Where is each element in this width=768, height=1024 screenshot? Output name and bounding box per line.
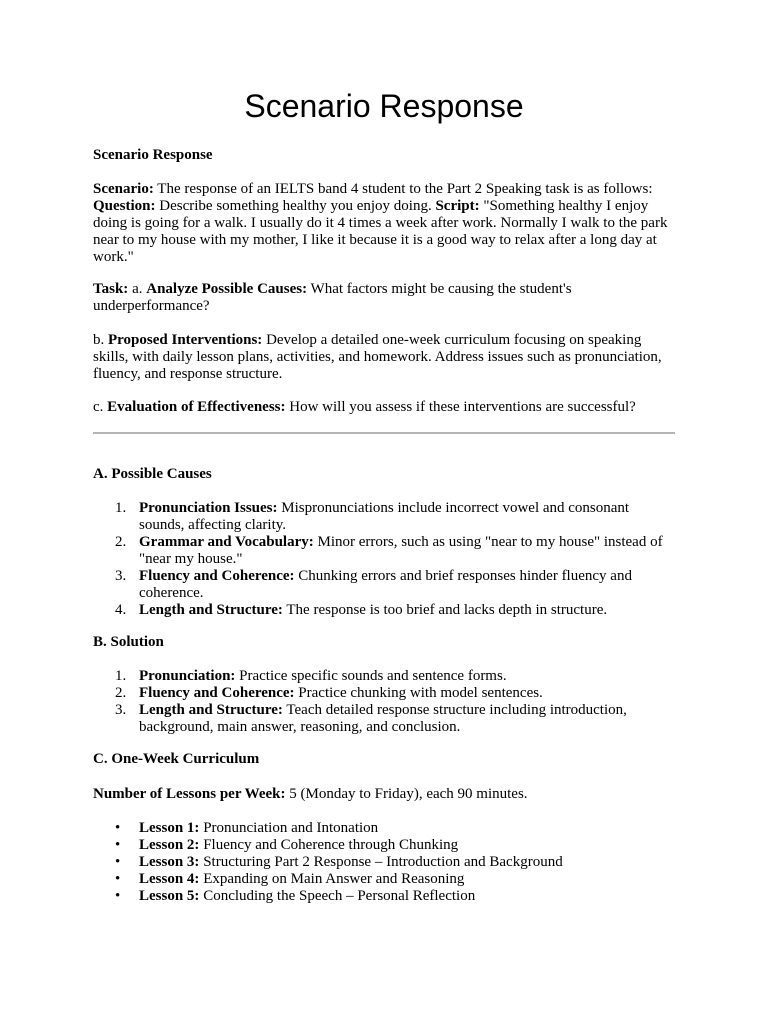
list-item <box>93 888 675 905</box>
list-item-label: Length and Structure: <box>139 702 283 718</box>
scenario-label: Scenario: <box>93 181 154 197</box>
question-text: Describe something healthy you enjoy doing. <box>155 198 436 214</box>
subtitle-text: Scenario Response <box>93 147 213 163</box>
list-item-label: Lesson 3: <box>139 854 200 870</box>
list-number: 3. <box>115 702 127 718</box>
lessons-text: 5 (Monday to Friday), each 90 minutes. <box>285 786 528 802</box>
list-item-label: Lesson 4: <box>139 871 200 887</box>
section-a-heading-text: A. Possible Causes <box>93 466 212 482</box>
list-item <box>93 668 675 685</box>
list-item-label: Grammar and Vocabulary: <box>139 534 314 550</box>
list-number: 1. <box>115 668 127 684</box>
lessons-label: Number of Lessons per Week: <box>93 786 286 802</box>
task-c-label: Evaluation of Effectiveness: <box>107 399 286 415</box>
task-b-label: Proposed Interventions: <box>108 332 263 348</box>
script-label: Script: <box>435 198 480 214</box>
list-item <box>93 854 675 871</box>
list-number: 3. <box>115 568 127 584</box>
list-item <box>93 602 675 619</box>
section-a-heading <box>93 466 675 483</box>
task-a-label: Analyze Possible Causes: <box>146 281 308 297</box>
script-text: "Something healthy I enjoy doing is going for a walk. I usually do it 4 times a week after work. Normally I walk to the park near to my house with my mother, I like it because it is a good way to relax after a long day at work." <box>93 198 668 265</box>
list-item <box>93 820 675 837</box>
section-b-list <box>93 668 675 736</box>
list-item-text: Fluency and Coherence through Chunking <box>199 837 459 853</box>
task-paragraph-c <box>93 399 675 416</box>
bullet-icon: • <box>115 854 121 870</box>
list-item <box>93 500 675 534</box>
task-a-text: What factors might be causing the student's underperformance? <box>93 281 572 314</box>
list-item-text: Structuring Part 2 Response – Introduction and Background <box>199 854 563 870</box>
list-item-label: Pronunciation Issues: <box>139 500 278 516</box>
list-item <box>93 871 675 888</box>
list-item <box>93 534 675 568</box>
list-item-label: Lesson 5: <box>139 888 200 904</box>
list-item-text: Mispronunciations include incorrect vowel and consonant sounds, affecting clarity. <box>139 500 630 533</box>
task-c-text: How will you assess if these interventions are successful? <box>285 399 636 415</box>
section-b-heading-text: B. Solution <box>93 634 164 650</box>
list-item <box>93 568 675 602</box>
section-a-list <box>93 500 675 619</box>
scenario-text: The response of an IELTS band 4 student to the Part 2 Speaking task is as follows: <box>153 181 653 197</box>
list-number: 2. <box>115 534 127 550</box>
horizontal-divider <box>93 432 675 434</box>
list-number: 2. <box>115 685 127 701</box>
subtitle <box>93 147 675 164</box>
list-item-label: Lesson 2: <box>139 837 200 853</box>
task-prefix-b: b. <box>93 332 108 348</box>
list-item-text: Practice specific sounds and sentence forms. <box>235 668 507 684</box>
scenario-paragraph <box>93 181 675 266</box>
lessons-per-week <box>93 786 675 803</box>
list-item-text: Teach detailed response structure including introduction, background, main answer, reasoning, and conclusion. <box>139 702 627 735</box>
bullet-icon: • <box>115 837 121 853</box>
task-prefix-c: c. <box>93 399 108 415</box>
list-item-label: Lesson 1: <box>139 820 200 836</box>
section-b-heading <box>93 634 675 651</box>
task-paragraph-a <box>93 281 675 315</box>
task-label: Task: <box>93 281 129 297</box>
list-item <box>93 702 675 736</box>
list-item-label: Fluency and Coherence: <box>139 685 295 701</box>
list-item-text: Chunking errors and brief responses hinder fluency and coherence. <box>139 568 632 601</box>
list-number: 1. <box>115 500 127 516</box>
list-item-text: Pronunciation and Intonation <box>199 820 379 836</box>
list-item-text: Concluding the Speech – Personal Reflection <box>199 888 476 904</box>
list-item-text: Practice chunking with model sentences. <box>294 685 543 701</box>
task-prefix-a: a. <box>128 281 147 297</box>
list-item-text: Expanding on Main Answer and Reasoning <box>199 871 465 887</box>
bullet-icon: • <box>115 820 121 836</box>
list-item-text: Minor errors, such as using "near to my house" instead of "near my house." <box>139 534 663 567</box>
list-item-label: Length and Structure: <box>139 602 283 618</box>
section-c-heading <box>93 751 675 768</box>
list-item-label: Fluency and Coherence: <box>139 568 295 584</box>
section-c-list <box>93 820 675 905</box>
list-item <box>93 685 675 702</box>
section-c-heading-text: C. One-Week Curriculum <box>93 751 260 767</box>
list-item-label: Pronunciation: <box>139 668 236 684</box>
task-paragraph-b <box>93 332 675 383</box>
document-title: Scenario Response <box>244 88 524 124</box>
list-item <box>93 837 675 854</box>
list-item-text: The response is too brief and lacks depth in structure. <box>282 602 608 618</box>
task-b-text: Develop a detailed one-week curriculum focusing on speaking skills, with daily lesson plans, activities, and homework. Address issues such as pronunciation, fluency, and response structure. <box>93 332 662 382</box>
bullet-icon: • <box>115 871 121 887</box>
bullet-icon: • <box>115 888 121 904</box>
question-label: Question: <box>93 198 156 214</box>
list-number: 4. <box>115 602 127 618</box>
